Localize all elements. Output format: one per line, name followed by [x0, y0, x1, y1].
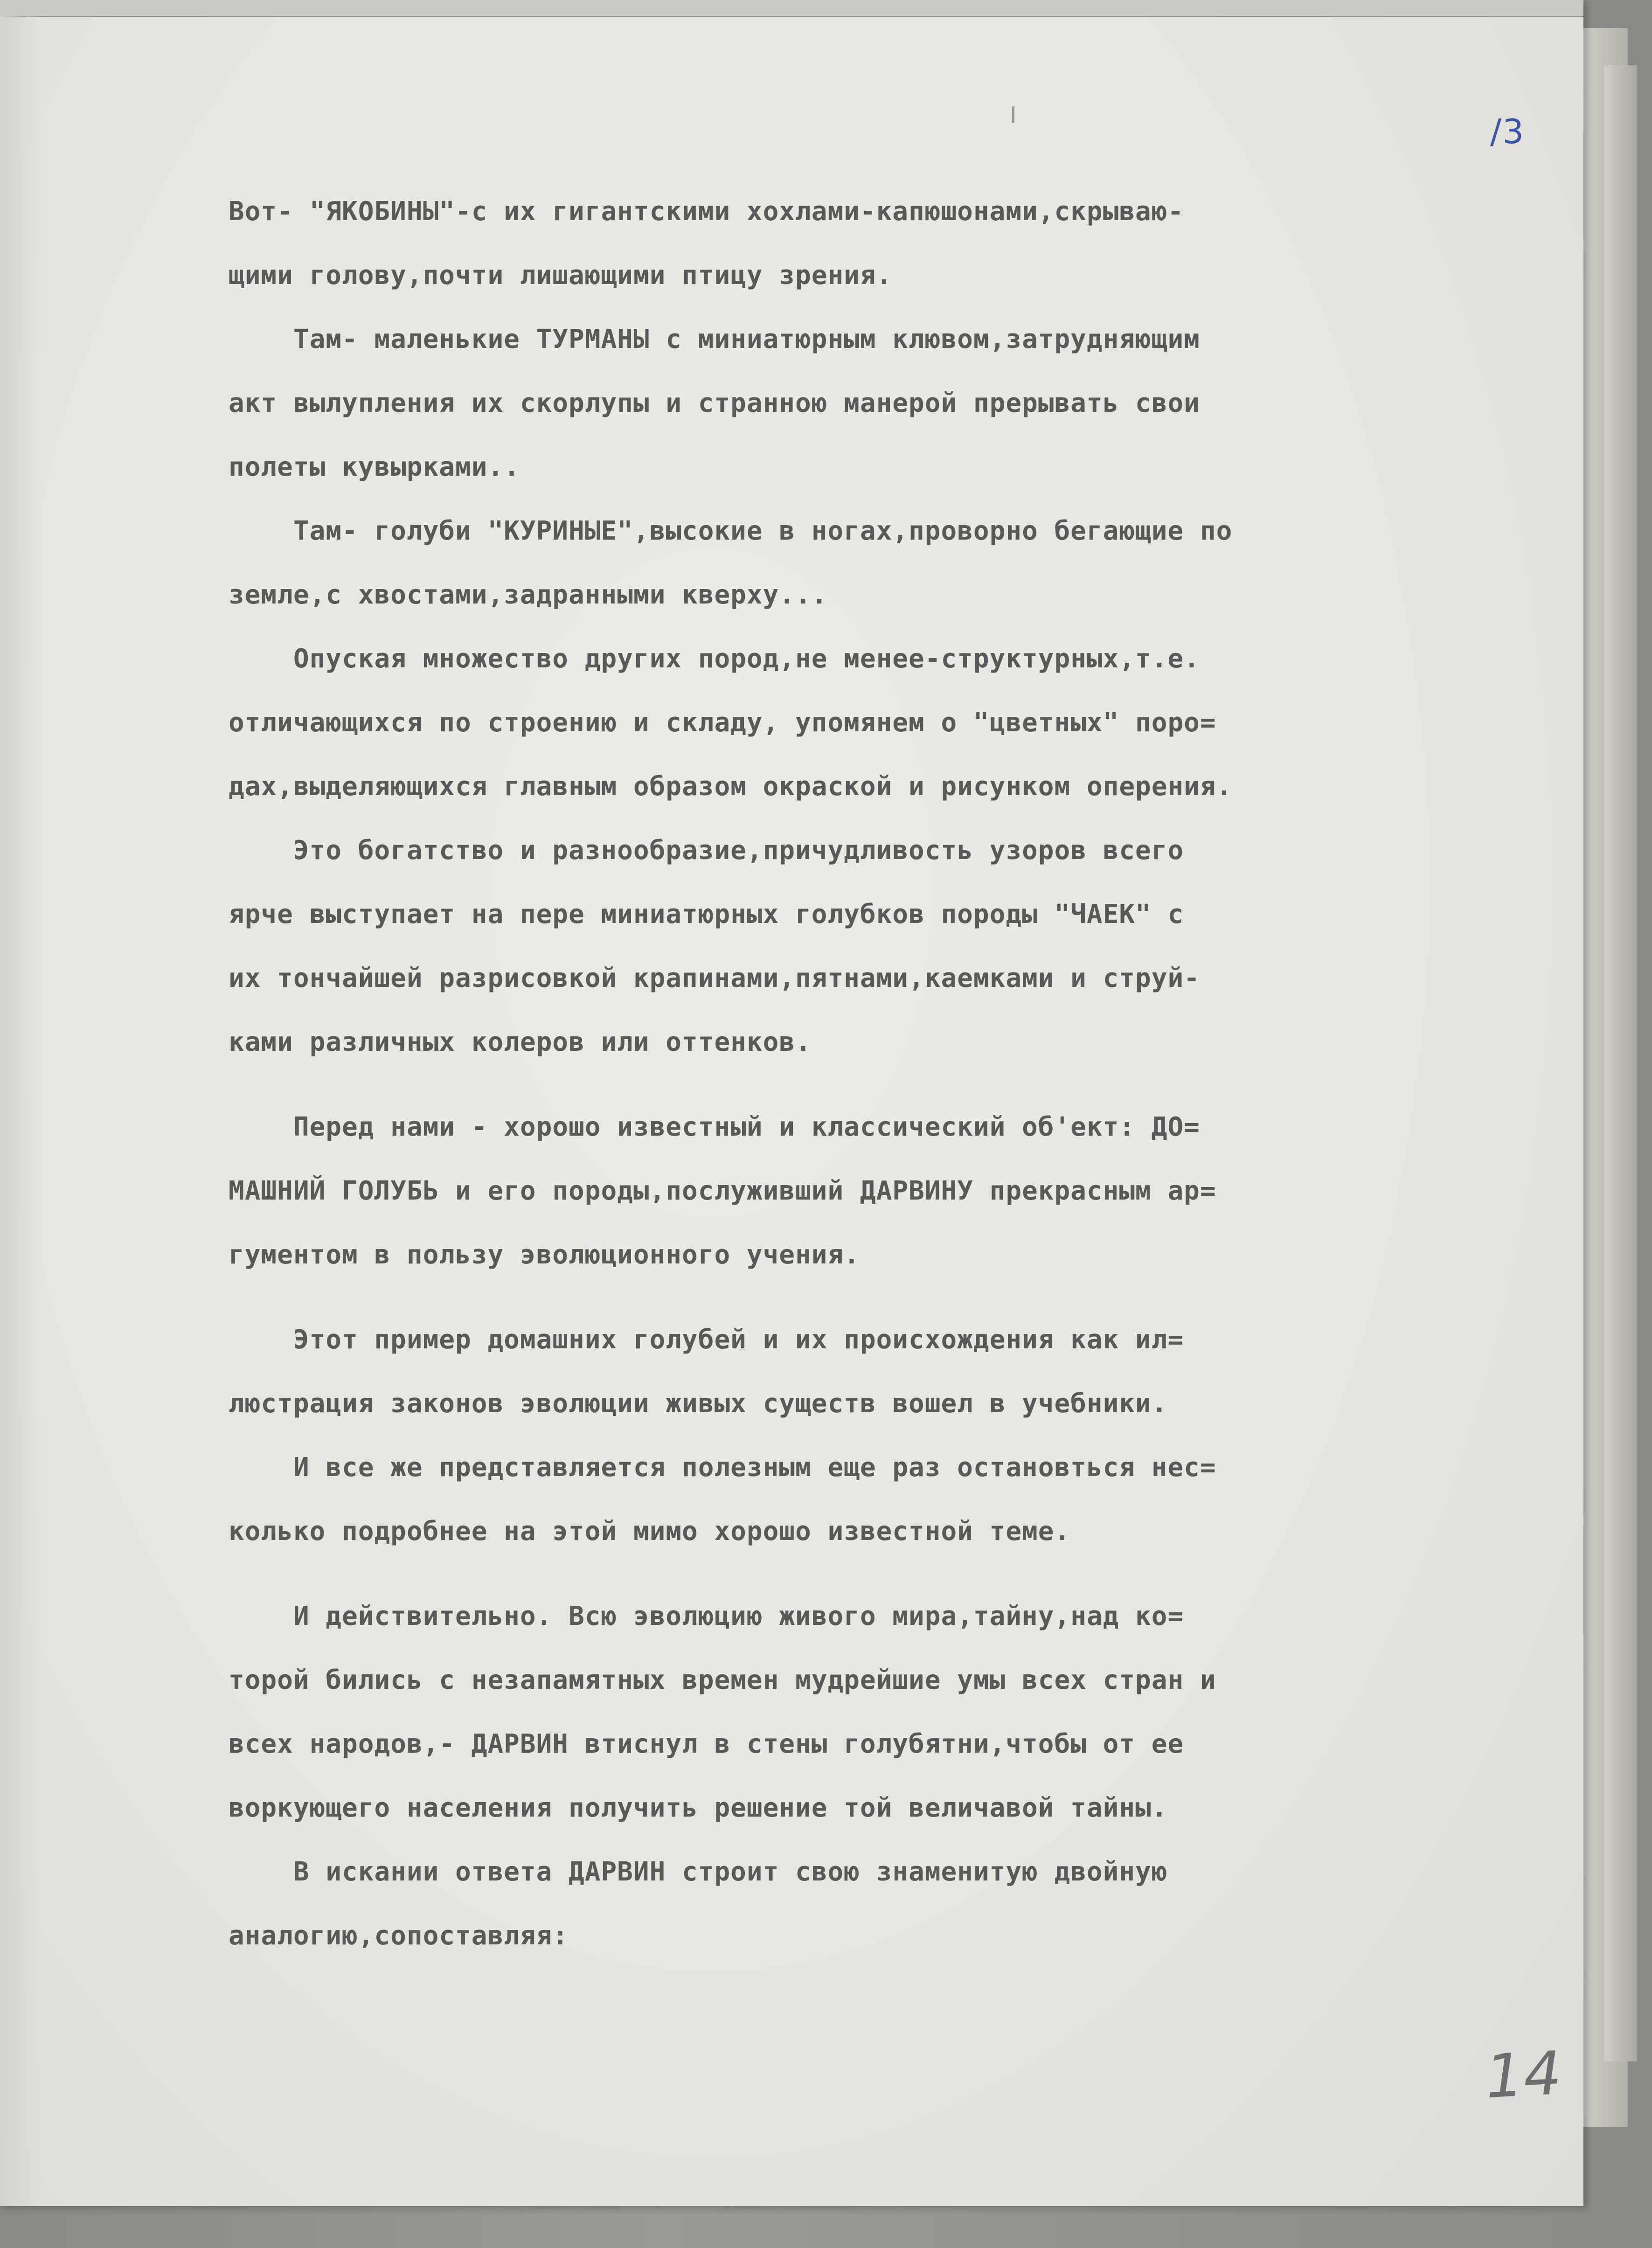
- text-line: Это богатство и разнообразие,причудливость узоров всего: [229, 835, 1184, 866]
- text-line: всех народов,- ДАРВИН втиснул в стены голубятни,чтобы от ее: [229, 1729, 1184, 1759]
- page-top-edge: [0, 0, 1583, 17]
- typewritten-text: [229, 180, 1530, 1968]
- text-line: Там- маленькие ТУРМАНЫ с миниатюрным клювом,затрудняющим: [229, 324, 1200, 354]
- text-line: И все же представляется полезным еще раз остановться нес=: [229, 1452, 1216, 1483]
- text-line: люстрация законов эволюции живых существ вошел в учебники.: [229, 1388, 1168, 1419]
- text-line: МАШНИЙ ГОЛУБЬ и его породы,послуживший ДАРВИНУ прекрасным ар=: [229, 1176, 1216, 1206]
- text-line: Вот- "ЯКОБИНЫ"-с их гигантскими хохлами-капюшонами,скрываю-: [229, 196, 1184, 227]
- text-line: В искании ответа ДАРВИН строит свою знаменитую двойную: [229, 1857, 1168, 1887]
- text-line: Этот пример домашних голубей и их происхождения как ил=: [229, 1325, 1184, 1355]
- text-line: аналогию,сопоставляя:: [229, 1921, 569, 1951]
- text-line: торой бились с незапамятных времен мудрейшие умы всех стран и: [229, 1665, 1216, 1695]
- paragraph-gap: [229, 1074, 1530, 1095]
- text-line: ками различных колеров или оттенков.: [229, 1027, 812, 1057]
- text-line: воркующего населения получить решение той величавой тайны.: [229, 1793, 1168, 1823]
- text-line: их тончайшей разрисовкой крапинами,пятнами,каемками и струй-: [229, 963, 1200, 993]
- text-line: Перед нами - хорошо известный и классический об'ект: ДО=: [229, 1112, 1200, 1142]
- text-line: щими голову,почти лишающими птицу зрения.: [229, 260, 893, 291]
- text-line: дах,выделяющихся главным образом окраской и рисунком оперения.: [229, 771, 1233, 802]
- text-line: Опуская множество других пород,не менее-структурных,т.е.: [229, 644, 1200, 674]
- pencil-mark: [1012, 106, 1014, 123]
- text-line: ярче выступает на пере миниатюрных голубков породы "ЧАЕК" с: [229, 899, 1184, 930]
- paragraph-gap: [229, 1287, 1530, 1308]
- text-line: гументом в пользу эволюционного учения.: [229, 1240, 860, 1270]
- sheet-number: 14: [1484, 2038, 1563, 2112]
- text-line: акт вылупления их скорлупы и странною манерой прерывать свои: [229, 388, 1200, 418]
- text-line: И действительно. Всю эволюцию живого мира,тайну,над ко=: [229, 1601, 1184, 1631]
- text-line: отличающихся по строению и складу, упомянем о "цветных" поро=: [229, 708, 1216, 738]
- page-left-shadow: [0, 16, 42, 2206]
- underlying-sheet-edge-2: [1604, 65, 1637, 2061]
- text-line: Там- голуби "КУРИНЫЕ",высокие в ногах,проворно бегающие по: [229, 516, 1233, 546]
- paragraph-gap: [229, 1563, 1530, 1584]
- text-line: полеты кувырками..: [229, 452, 520, 482]
- text-line: колько подробнее на этой мимо хорошо известной теме.: [229, 1516, 1071, 1547]
- page-number: /3: [1490, 112, 1525, 151]
- text-line: земле,с хвостами,задранными кверху...: [229, 580, 828, 610]
